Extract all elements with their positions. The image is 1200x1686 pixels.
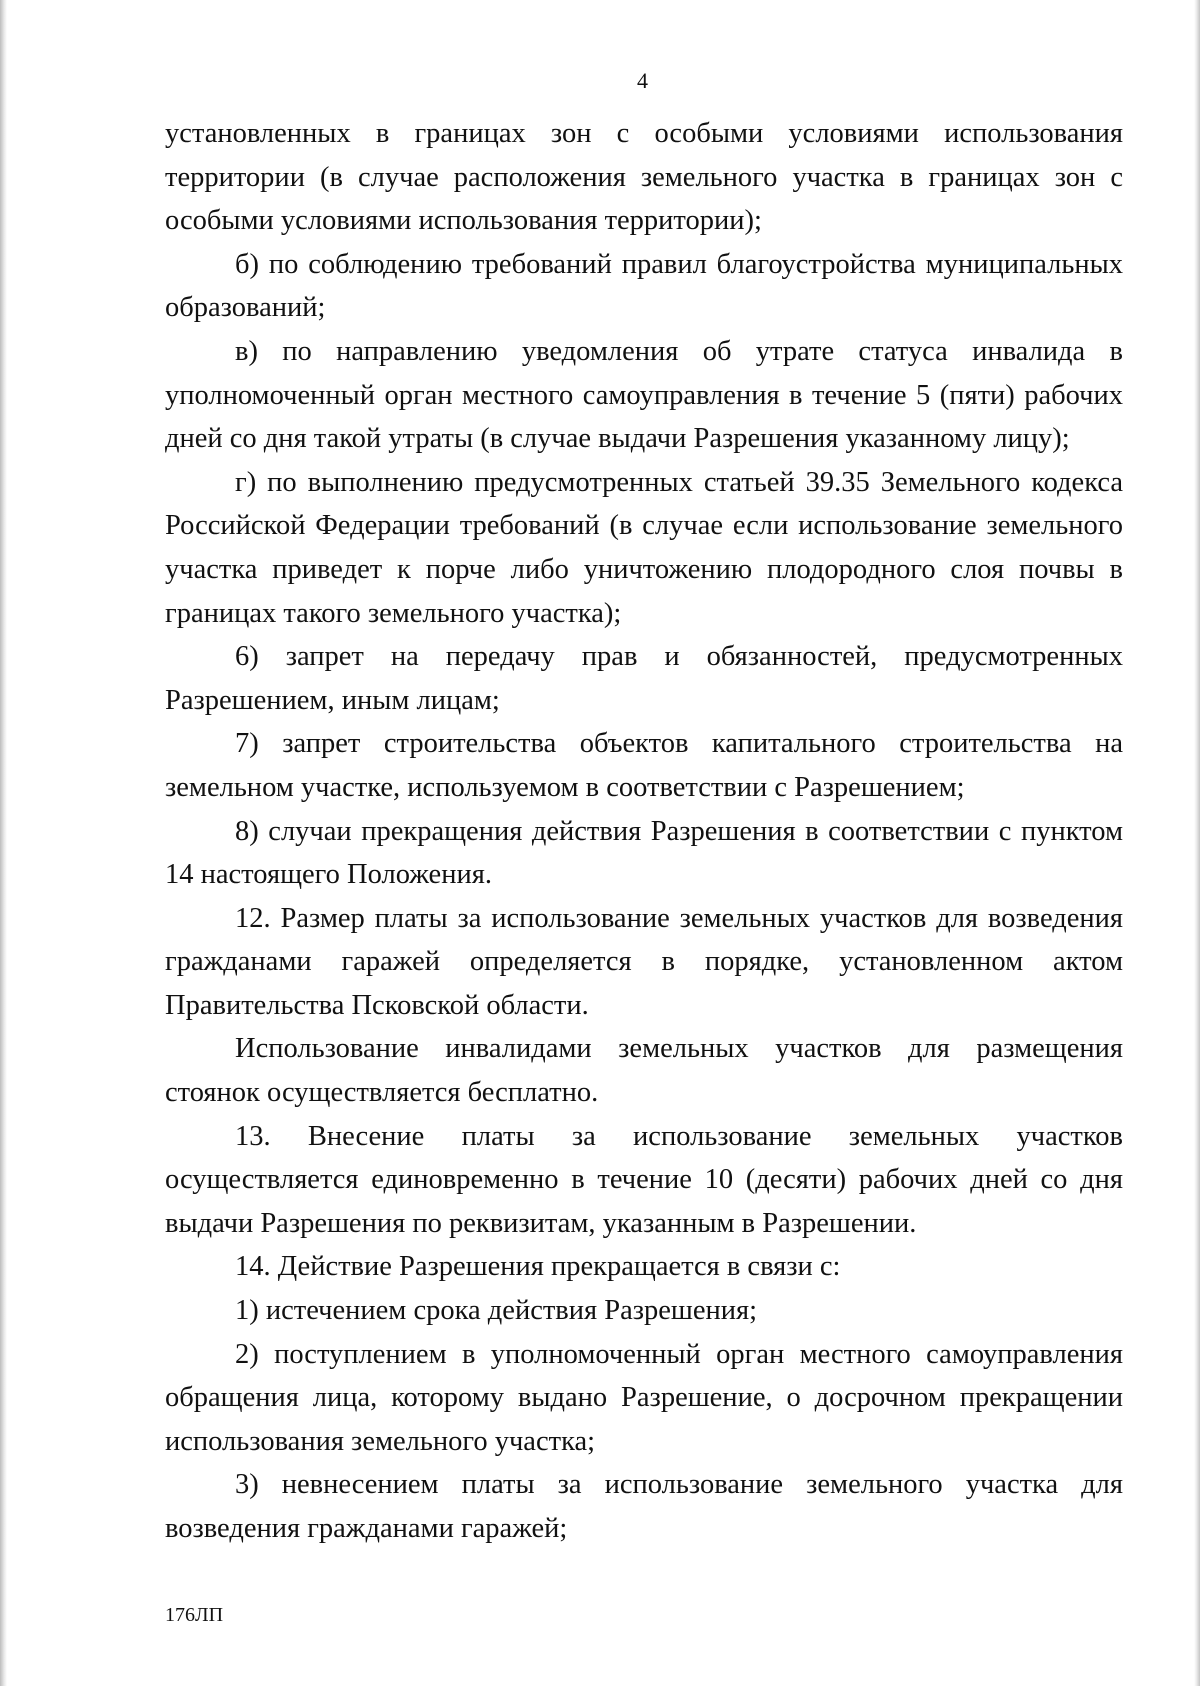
paragraph-clause-12: 12. Размер платы за использование земельных участков для возведения гражданами гаражей определяется в порядке, установленном актом Правительства Псковской области. bbox=[165, 902, 1123, 1021]
paragraph-clause-14: 14. Действие Разрешения прекращается в связи с: bbox=[235, 1251, 841, 1283]
paragraph-item-7: 7) запрет строительства объектов капитального строительства на земельном участке, используемом в соответствии с Разрешением; bbox=[165, 728, 1123, 803]
paragraph-disabled-parking: Использование инвалидами земельных участков для размещения стоянок осуществляется бесплатно. bbox=[165, 1033, 1123, 1109]
paragraph-clause-14-item-1: 1) истечением срока действия Разрешения; bbox=[235, 1295, 758, 1327]
page-number: 4 bbox=[637, 68, 648, 93]
scan-edge-left bbox=[0, 0, 7, 1686]
paragraph-continuation: установленных в границах зон с особыми условиями использования территории (в случае расположения земельного участка в границах зон с особыми условиями использования территории); bbox=[165, 118, 1123, 237]
paragraph-item-b: б) по соблюдению требований правил благоустройства муниципальных образований; bbox=[165, 248, 1123, 324]
document-body bbox=[165, 112, 1123, 1551]
scan-edge-right bbox=[1194, 0, 1200, 1686]
paragraph-clause-14-item-2: 2) поступлением в уполномоченный орган местного самоуправления обращения лица, которому выдано Разрешение, о досрочном прекращении использования земельного участка; bbox=[165, 1338, 1123, 1457]
paragraph-item-g: г) по выполнению предусмотренных статьей 39.35 Земельного кодекса Российской Федерации требований (в случае если использование земельного участка приведет к порче либо уничтожению плодородного слоя почвы в границах такого земельного участка); bbox=[165, 466, 1123, 629]
paragraph-clause-14-item-3: 3) невнесением платы за использование земельного участка для возведения гражданами гаражей; bbox=[165, 1469, 1123, 1544]
paragraph-item-8: 8) случаи прекращения действия Разрешения в соответствии с пунктом 14 настоящего Положения. bbox=[165, 815, 1123, 891]
paragraph-clause-13: 13. Внесение платы за использование земельных участков осуществляется единовременно в течение 10 (десяти) рабочих дней со дня выдачи Разрешения по реквизитам, указанным в Разрешении. bbox=[165, 1120, 1123, 1239]
paragraph-item-v: в) по направлению уведомления об утрате статуса инвалида в уполномоченный орган местного самоуправления в течение 5 (пяти) рабочих дней со дня такой утраты (в случае выдачи Разрешения указанному лицу); bbox=[165, 335, 1123, 455]
paragraph-item-6: 6) запрет на передачу прав и обязанностей, предусмотренных Разрешением, иным лицам; bbox=[165, 641, 1123, 716]
footer-document-code: 176ЛП bbox=[165, 1604, 224, 1626]
